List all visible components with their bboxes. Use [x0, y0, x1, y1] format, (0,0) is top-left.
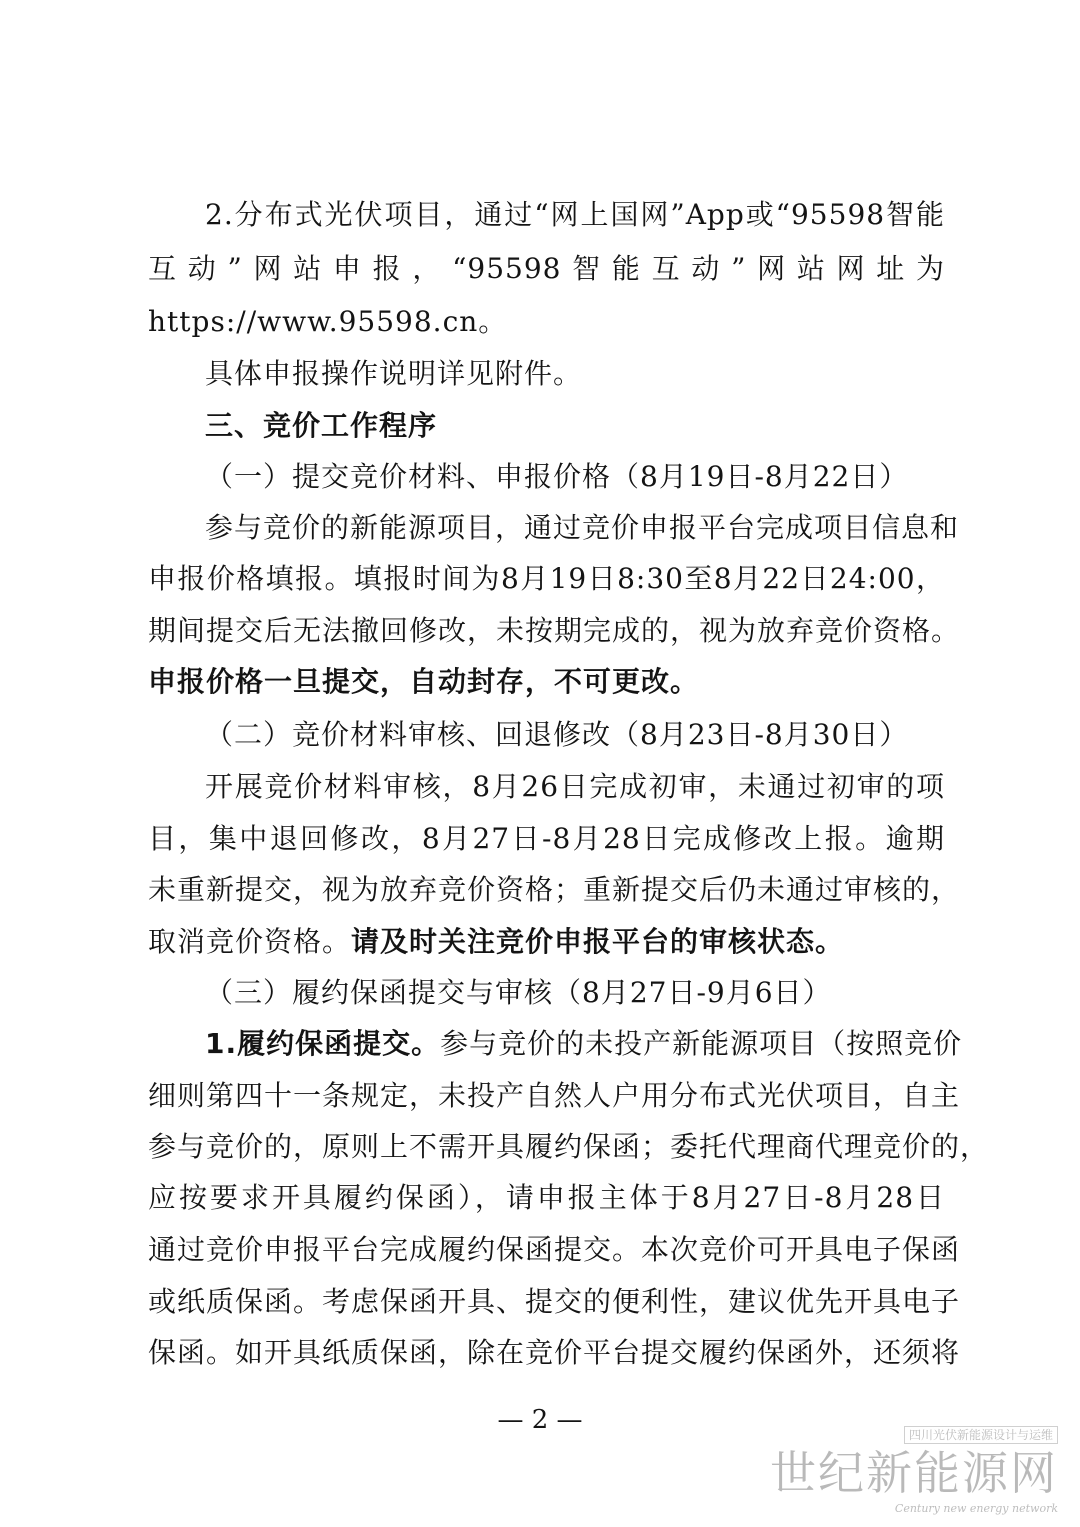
paragraph-sub2-line4-plain: 取消竞价资格。: [148, 925, 352, 958]
section-heading-3: 三、竞价工作程序: [205, 409, 438, 442]
paragraph-sub1-line3: 期间提交后无法撤回修改，未按期完成的，视为放弃竞价资格。: [148, 614, 961, 647]
paragraph-sub1-line2: 申报价格填报。填报时间为8月19日8:30至8月22日24:00，: [148, 562, 945, 595]
paragraph-sub3-line1: [205, 1024, 963, 1064]
paragraph-sub1-bold-note: 申报价格一旦提交，自动封存，不可更改。: [148, 665, 700, 698]
paragraph-sub1-line1: 参与竞价的新能源项目，通过竞价申报平台完成项目信息和: [205, 511, 960, 544]
paragraph-distributed-pv: 2.分布式光伏项目，通过“网上国网”App或“95598智能: [205, 198, 945, 231]
page-number: — 2 —: [497, 1405, 583, 1435]
paragraph-sub3-line2: 细则第四十一条规定，未投产自然人户用分布式光伏项目，自主: [148, 1079, 961, 1112]
paragraph-sub3-line6: 或纸质保函。考虑保函开具、提交的便利性，建议优先开具电子: [148, 1285, 961, 1318]
paragraph-sub3-line7: 保函。如开具纸质保函，除在竞价平台提交履约保函外，还须将: [148, 1336, 961, 1369]
paragraph-sub2-line3: 未重新提交，视为放弃竞价资格；重新提交后仍未通过审核的，: [148, 873, 961, 906]
paragraph-sub3-line5: 通过竞价申报平台完成履约保函提交。本次竞价可开具电子保函: [148, 1233, 961, 1266]
website-url: https://www.95598.cn。: [148, 305, 508, 338]
paragraph-sub3-line1-bold: 1.履约保函提交。: [205, 1027, 441, 1060]
paragraph-sub3-line3: 参与竞价的，原则上不需开具履约保函；委托代理商代理竞价的，: [148, 1130, 990, 1163]
subsection-heading-1: （一）提交竞价材料、申报价格（8月19日-8月22日）: [205, 460, 909, 493]
watermark-sub-text: Century new energy network: [894, 1502, 1058, 1515]
watermark-top-text: 四川光伏新能源设计与运维: [904, 1426, 1058, 1444]
paragraph-sub2-line4-bold: 请及时关注竞价申报平台的审核状态。: [351, 925, 845, 958]
paragraph-sub2-line2: 目，集中退回修改，8月27日-8月28日完成修改上报。逾期: [148, 822, 945, 855]
watermark-main-text: 世纪新能源网: [770, 1446, 1058, 1500]
paragraph-sub3-line1-plain: 参与竞价的未投产新能源项目（按照竞价: [440, 1027, 963, 1060]
paragraph-sub3-line4: 应按要求开具履约保函），请申报主体于8月27日-8月28日: [148, 1181, 945, 1214]
watermark-logo: [770, 1426, 1058, 1522]
paragraph-sub2-line1: 开展竞价材料审核，8月26日完成初审，未通过初审的项: [205, 770, 945, 803]
subsection-heading-3: （三）履约保函提交与审核（8月27日-9月6日）: [205, 976, 832, 1009]
subsection-heading-2: （二）竞价材料审核、回退修改（8月23日-8月30日）: [205, 718, 909, 751]
paragraph-sub2-line4: [148, 922, 948, 962]
paragraph-distributed-pv-cont: 互动”网站申报，“95598智能互动”网站网址为: [148, 252, 945, 285]
paragraph-attachment-note: 具体申报操作说明详见附件。: [205, 357, 583, 390]
